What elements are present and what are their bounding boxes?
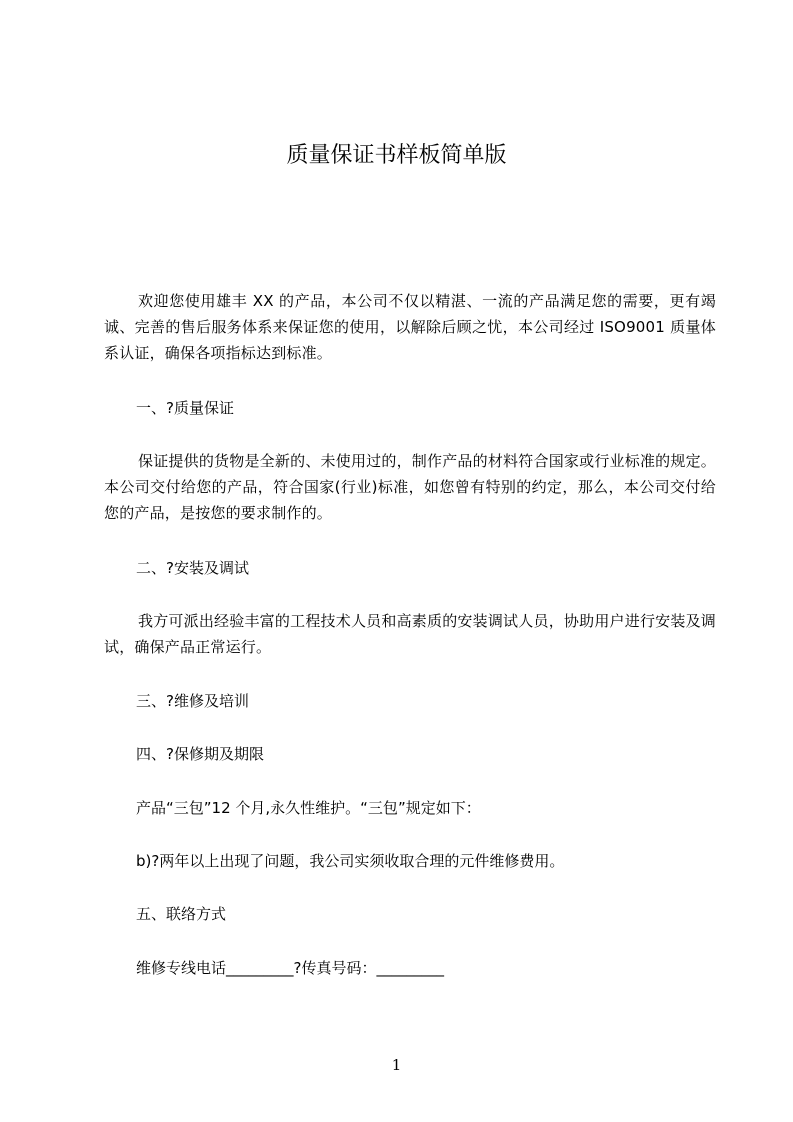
- document-title: 质量保证书样板简单版: [286, 143, 507, 168]
- section-heading-contact: 五、联络方式: [136, 905, 227, 923]
- warranty-terms-line: 产品“三包”12 个月,永久性维护。“三包”规定如下：: [136, 799, 481, 817]
- section-heading-installation: 二、?安装及调试: [136, 559, 249, 577]
- quality-guarantee-paragraph: 保证提供的货物是全新的、未使用过的，制作产品的材料符合国家或行业标准的规定。本公司交付给您的产品，符合国家(行业)标准，如您曾有特别的约定，那么，本公司交付给您的产品，是按您的要求制作的。: [104, 452, 716, 522]
- intro-paragraph: 欢迎您使用雄丰 XX 的产品，本公司不仅以精湛、一流的产品满足您的需要，更有竭诚、完善的售后服务体系来保证您的使用，以解除后顾之忧，本公司经过 ISO9001 质量体系认证，确保各项指标达到标准。: [104, 292, 716, 362]
- contact-info-line: 维修专线电话_________?传真号码：_________: [136, 959, 444, 977]
- installation-paragraph: 我方可派出经验丰富的工程技术人员和高素质的安装调试人员，协助用户进行安装及调试，确保产品正常运行。: [104, 612, 716, 656]
- section-heading-maintenance-training: 三、?维修及培训: [136, 692, 249, 710]
- page-number: 1: [391, 1056, 402, 1074]
- warranty-repair-fee-line: b)?两年以上出现了问题，我公司实须收取合理的元件维修费用。: [136, 852, 565, 870]
- section-heading-quality-guarantee: 一、?质量保证: [136, 399, 234, 417]
- section-heading-warranty-period: 四、?保修期及期限: [136, 745, 264, 763]
